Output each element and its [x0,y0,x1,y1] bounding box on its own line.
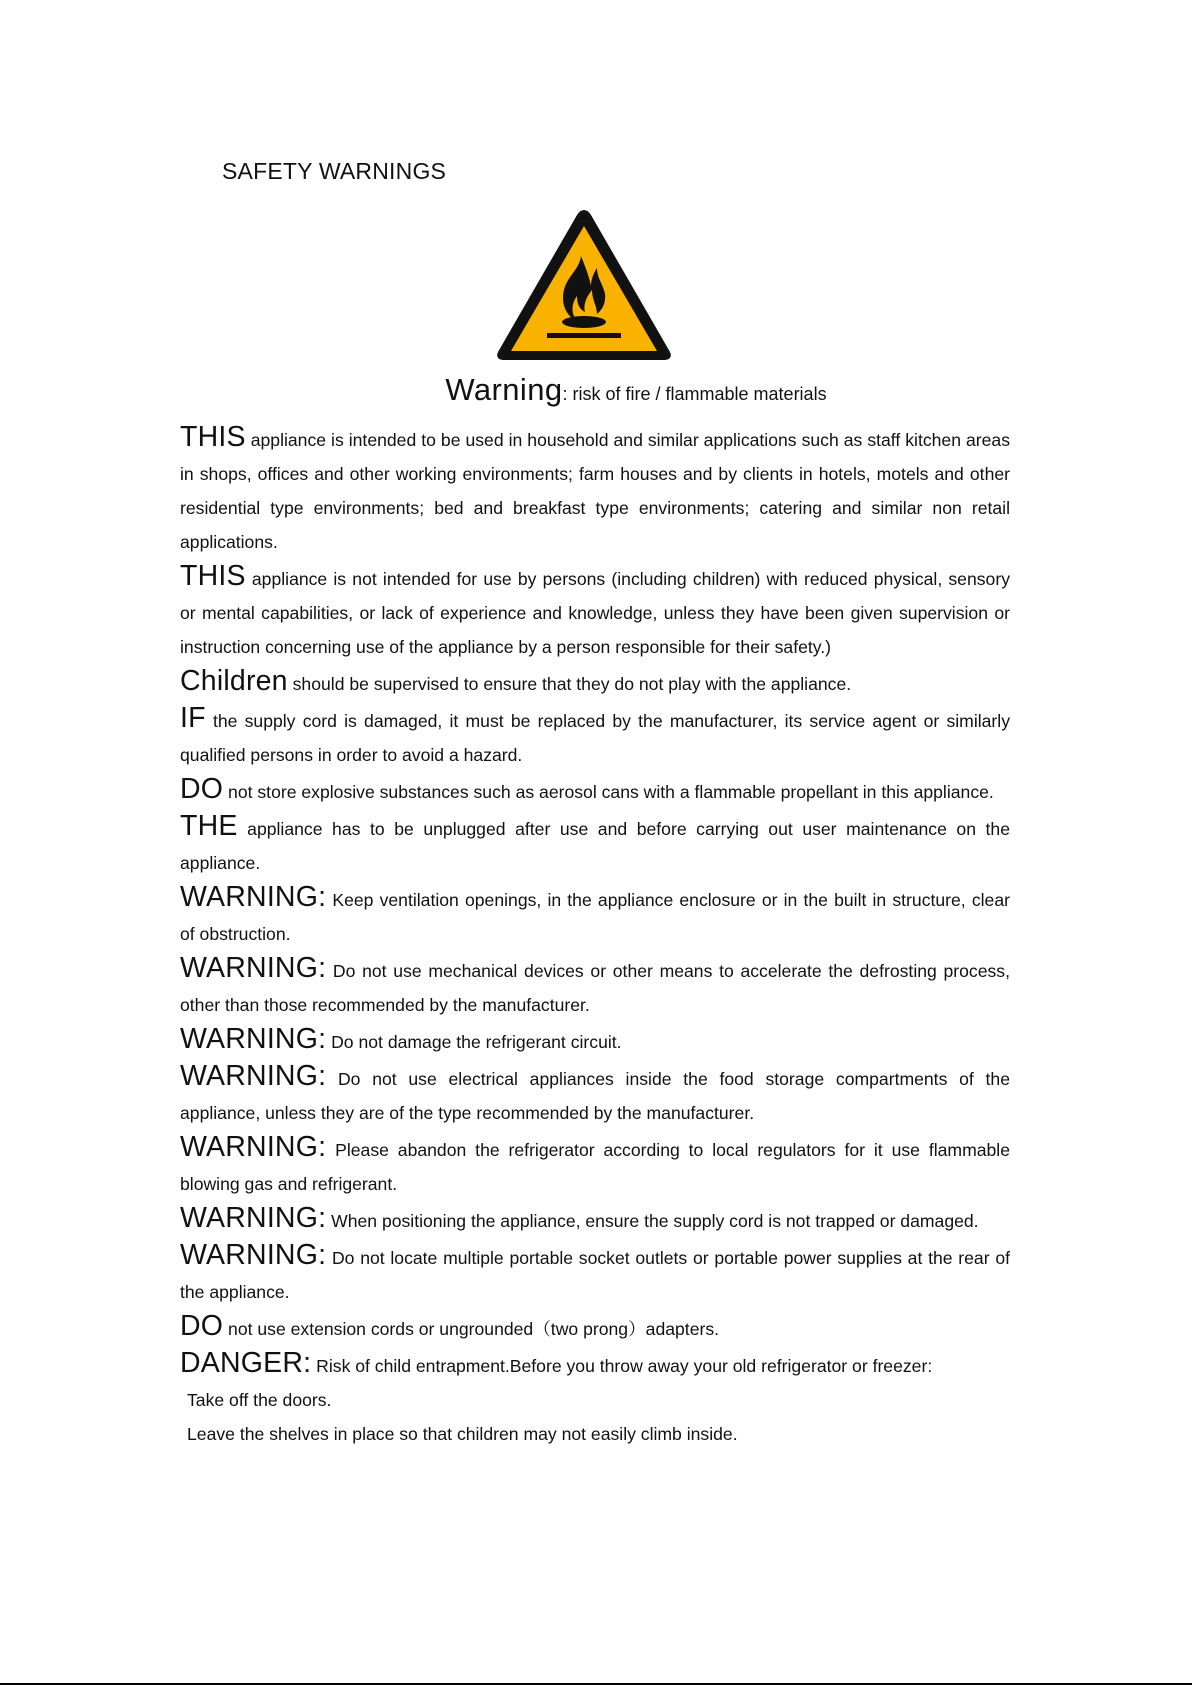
paragraph [180,701,1010,772]
paragraph-lead: WARNING: [180,1202,327,1234]
paragraph-text: should be supervised to ensure that they do not play with the appliance. [287,674,852,694]
paragraph [180,1022,1010,1059]
paragraph-text: Do not damage the refrigerant circuit. [326,1032,622,1052]
paragraph [180,1059,1010,1130]
paragraph-lead: DO [180,1310,224,1342]
paragraph [180,559,1010,664]
list-item: Take off the doors. [187,1390,332,1410]
paragraph [180,880,1010,951]
paragraph-lead: WARNING: [180,1131,327,1163]
paragraph [180,772,1010,809]
paragraph-text: When positioning the appliance, ensure the supply cord is not trapped or damaged. [326,1211,979,1231]
paragraph-lead: WARNING: [180,952,327,984]
paragraph-text: appliance is not intended for use by persons (including children) with reduced physical, sensory or mental capabilities, or lack of experience and knowledge, unless they have been given supervision or instruction concerning use of the appliance by a person responsible for their safety.) [180,569,1010,657]
paragraph-lead: DANGER: [180,1347,312,1379]
paragraph-lead: WARNING: [180,1060,327,1092]
list-item: Leave the shelves in place so that children may not easily climb inside. [187,1424,738,1444]
paragraph-text: appliance is intended to be used in household and similar applications such as staff kitchen areas in shops, offices and other working environments; farm houses and by clients in hotels, motels and other residential type environments; bed and breakfast type environments; catering and similar non retail applications. [180,430,1010,552]
safety-instructions [180,420,1010,1451]
paragraph-text: not store explosive substances such as aerosol cans with a flammable propellant in this appliance. [223,782,994,802]
flammable-warning-icon [493,206,675,364]
paragraph [180,664,1010,701]
paragraph-text: Do not locate multiple portable socket outlets or portable power supplies at the rear of the appliance. [180,1248,1010,1302]
paragraph-lead: THIS [180,560,246,592]
flammable-warning-sign [493,206,675,364]
paragraph [180,809,1010,880]
paragraph-lead: WARNING: [180,1023,327,1055]
paragraph-text: not use extension cords or ungrounded（two prong）adapters. [223,1319,720,1339]
paragraph [180,951,1010,1022]
paragraph [180,1201,1010,1238]
paragraph-lead: THE [180,810,238,842]
paragraph-lead: Children [180,665,288,697]
warning-caption [0,372,1192,408]
paragraph-text: appliance has to be unplugged after use and before carrying out user maintenance on the appliance. [180,819,1010,873]
paragraph-text: the supply cord is damaged, it must be replaced by the manufacturer, its service agent or similarly qualified persons in order to avoid a hazard. [180,711,1010,765]
caption-lead: Warning [445,372,563,407]
paragraph-text: Keep ventilation openings, in the appliance enclosure or in the built in structure, clear of obstruction. [180,890,1010,944]
caption-text: : risk of fire / flammable materials [562,384,827,404]
page-title: SAFETY WARNINGS [222,158,447,184]
paragraph-lead: IF [180,702,206,734]
paragraph [180,420,1010,559]
paragraph-lead: THIS [180,421,246,453]
paragraph-text: Risk of child entrapment.Before you throw away your old refrigerator or freezer: [311,1356,933,1376]
paragraph [180,1309,1010,1346]
paragraph-text: Do not use electrical appliances inside the food storage compartments of the appliance, unless they are of the type recommended by the manufacturer. [180,1069,1010,1123]
paragraph-text: Do not use mechanical devices or other means to accelerate the defrosting process, other than those recommended by the manufacturer. [180,961,1010,1015]
paragraph-lead: WARNING: [180,881,327,913]
paragraph [180,1130,1010,1201]
paragraph-lead: WARNING: [180,1239,327,1271]
paragraph [180,1346,1010,1383]
paragraph-text: Please abandon the refrigerator according to local regulators for it use flammable blowing gas and refrigerant. [180,1140,1010,1194]
paragraph-lead: DO [180,773,224,805]
paragraph [180,1238,1010,1309]
